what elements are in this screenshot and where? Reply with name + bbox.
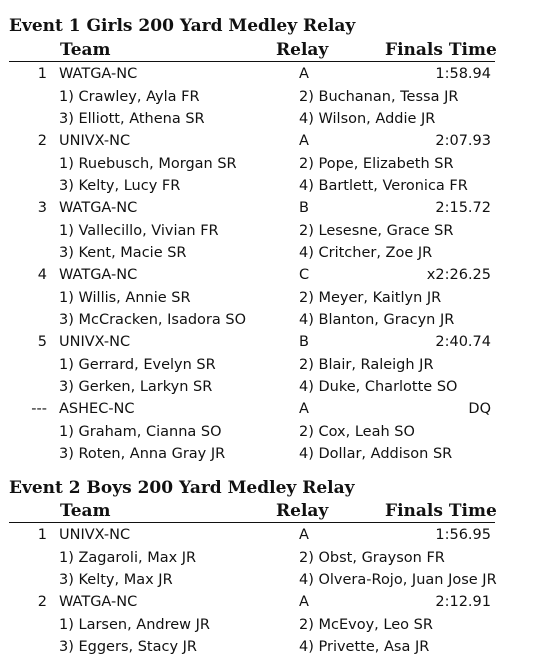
event-title: Event 1 Girls 200 Yard Medley Relay (9, 16, 356, 36)
swimmer: 3) Kent, Macie SR (59, 245, 187, 261)
swimmer: 1) Larsen, Andrew JR (59, 617, 210, 633)
place: 2 (37, 594, 47, 610)
swimmer: 3) Eggers, Stacy JR (59, 639, 198, 655)
swimmer: 1) Crawley, Ayla FR (59, 89, 200, 105)
swimmer-row (0, 354, 544, 376)
swimmer: 4) Wilson, Addie JR (299, 111, 436, 127)
place: 4 (37, 267, 47, 283)
relay-letter: C (299, 267, 310, 283)
swimmer-row (0, 636, 544, 658)
place: --- (31, 401, 47, 417)
place: 1 (37, 66, 47, 82)
result-row (0, 524, 544, 546)
swimmer: 3) Gerken, Larkyn SR (59, 379, 213, 395)
swimmer: 1) Zagaroli, Max JR (59, 550, 197, 566)
swimmer: 4) Dollar, Addison SR (299, 446, 453, 462)
finals-time: 1:58.94 (435, 66, 491, 82)
result-row (0, 591, 544, 613)
swimmer: 3) McCracken, Isadora SO (59, 312, 246, 328)
relay-column-header: Relay (276, 40, 329, 60)
swimmer: 2) Blair, Raleigh JR (299, 357, 434, 373)
swimmer-row (0, 614, 544, 636)
swimmer-row (0, 86, 544, 108)
result-row (0, 63, 544, 85)
swimmer: 2) Lesesne, Grace SR (299, 223, 454, 239)
swimmer: 2) McEvoy, Leo SR (299, 617, 433, 633)
team-name: WATGA-NC (59, 594, 138, 610)
finals-time: 2:07.93 (435, 133, 491, 149)
result-row (0, 398, 544, 420)
swimmer-row (0, 309, 544, 331)
swimmer: 4) Privette, Asa JR (299, 639, 430, 655)
team-name: WATGA-NC (59, 200, 138, 216)
finals-time: x2:26.25 (426, 267, 491, 283)
swimmer: 2) Pope, Elizabeth SR (299, 156, 454, 172)
swimmer-row (0, 153, 544, 175)
swimmer: 4) Blanton, Gracyn JR (299, 312, 455, 328)
place: 5 (37, 334, 47, 350)
swimmer-row (0, 376, 544, 398)
finals-time-column-header: Finals Time (385, 40, 497, 60)
relay-column-header: Relay (276, 501, 329, 521)
swimmer: 3) Roten, Anna Gray JR (59, 446, 226, 462)
swimmer: 2) Obst, Grayson FR (299, 550, 445, 566)
result-row (0, 264, 544, 286)
swimmer: 3) Kelty, Lucy FR (59, 178, 181, 194)
team-column-header: Team (60, 501, 111, 521)
relay-letter: A (299, 133, 309, 149)
place: 2 (37, 133, 47, 149)
swimmer: 4) Olvera-Rojo, Juan Jose JR (299, 572, 497, 588)
team-name: UNIVX-NC (59, 334, 131, 350)
swimmer-row (0, 220, 544, 242)
finals-time: 2:40.74 (435, 334, 491, 350)
swimmer-row (0, 547, 544, 569)
relay-letter: A (299, 401, 309, 417)
swimmer-row (0, 175, 544, 197)
swimmer-row (0, 242, 544, 264)
swimmer: 1) Willis, Annie SR (59, 290, 191, 306)
header-rule (9, 522, 495, 523)
team-name: WATGA-NC (59, 66, 138, 82)
place: 3 (37, 200, 47, 216)
team-name: UNIVX-NC (59, 133, 131, 149)
header-rule (9, 61, 495, 62)
result-row (0, 331, 544, 353)
result-row (0, 197, 544, 219)
event-title: Event 2 Boys 200 Yard Medley Relay (9, 478, 355, 498)
team-name: ASHEC-NC (59, 401, 135, 417)
relay-letter: B (299, 200, 309, 216)
finals-time-column-header: Finals Time (385, 501, 497, 521)
swimmer: 2) Meyer, Kaitlyn JR (299, 290, 442, 306)
result-row (0, 130, 544, 152)
swimmer: 1) Vallecillo, Vivian FR (59, 223, 219, 239)
team-name: WATGA-NC (59, 267, 138, 283)
team-column-header: Team (60, 40, 111, 60)
finals-time: 1:56.95 (435, 527, 491, 543)
swimmer: 3) Kelty, Max JR (59, 572, 173, 588)
swimmer: 1) Graham, Cianna SO (59, 424, 222, 440)
finals-time: 2:12.91 (435, 594, 491, 610)
swimmer-row (0, 569, 544, 591)
swimmer: 1) Gerrard, Evelyn SR (59, 357, 216, 373)
swimmer: 2) Cox, Leah SO (299, 424, 415, 440)
relay-letter: B (299, 334, 309, 350)
finals-time: DQ (468, 401, 491, 417)
swimmer: 4) Duke, Charlotte SO (299, 379, 458, 395)
relay-letter: A (299, 594, 309, 610)
place: 1 (37, 527, 47, 543)
swimmer-row (0, 443, 544, 465)
swimmer-row (0, 287, 544, 309)
relay-letter: A (299, 527, 309, 543)
swimmer: 3) Elliott, Athena SR (59, 111, 205, 127)
swimmer: 4) Critcher, Zoe JR (299, 245, 433, 261)
finals-time: 2:15.72 (435, 200, 491, 216)
team-name: UNIVX-NC (59, 527, 131, 543)
swimmer: 2) Buchanan, Tessa JR (299, 89, 459, 105)
swimmer-row (0, 108, 544, 130)
swimmer: 1) Ruebusch, Morgan SR (59, 156, 237, 172)
relay-letter: A (299, 66, 309, 82)
swimmer-row (0, 421, 544, 443)
swimmer: 4) Bartlett, Veronica FR (299, 178, 468, 194)
